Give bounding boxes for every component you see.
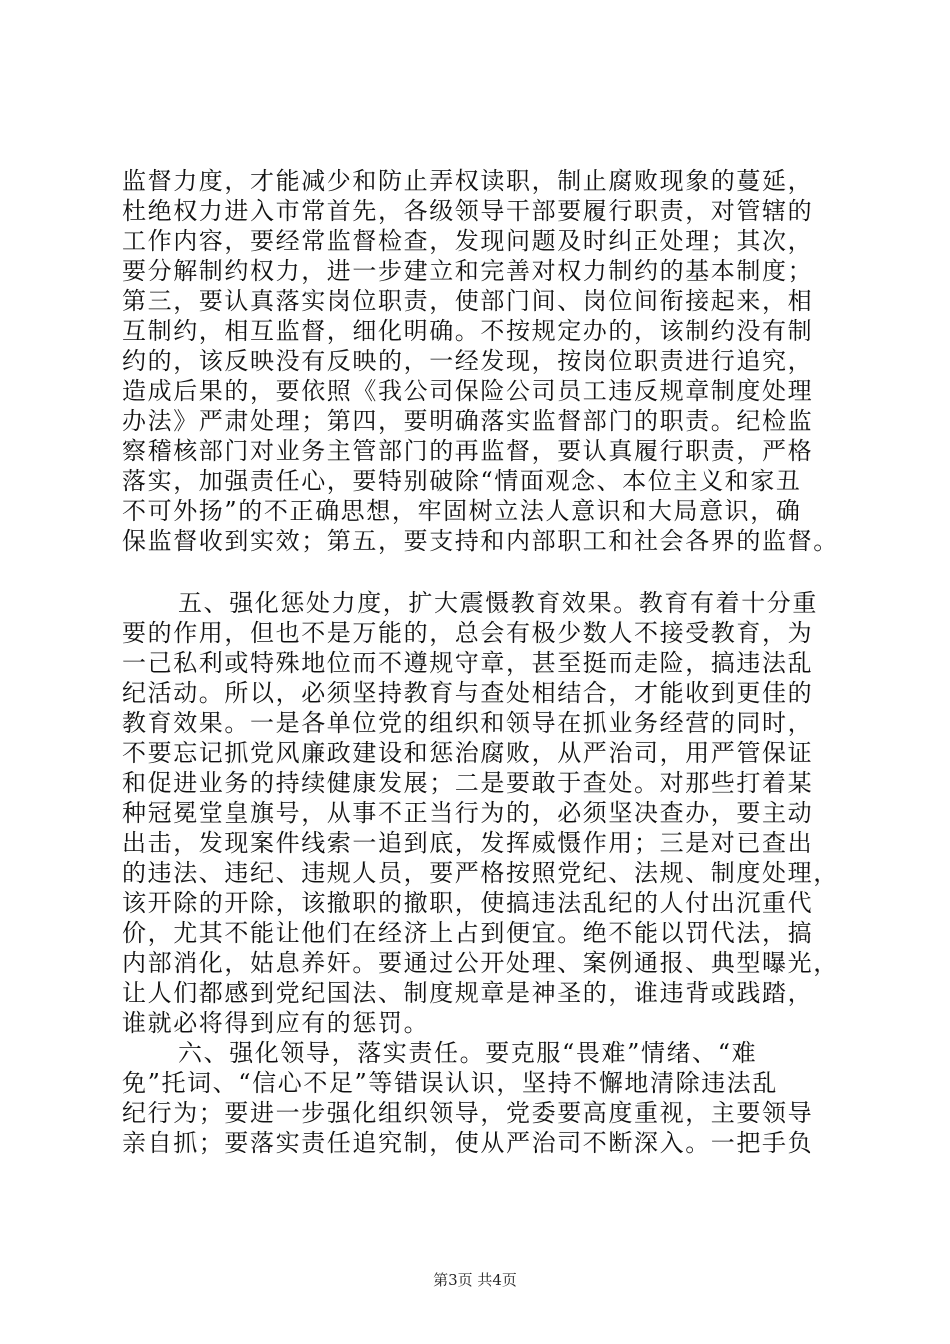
page-footer (0, 1270, 950, 1290)
text-line: 不可外扬”的不正确思想，牢固树立法人意识和大局意识，确 (122, 497, 802, 525)
text-line: 杜绝权力进入市常首先，各级领导干部要履行职责，对管辖的 (122, 197, 814, 225)
text-line: 教育效果。一是各单位党的组织和领导在抓业务经营的同时， (122, 709, 814, 737)
text-line: 谁就必将得到应有的惩罚。 (122, 1009, 430, 1037)
text-line: 要分解制约权力，进一步建立和完善对权力制约的基本制度； (122, 257, 814, 285)
text-line: 造成后果的，要依照《我公司保险公司员工违反规章制度处理 (122, 377, 814, 405)
text-line: 六、强化领导，落实责任。要克服“畏难”情绪、“难 (178, 1039, 758, 1067)
text-line: 要的作用，但也不是万能的，总会有极少数人不接受教育，为 (122, 619, 814, 647)
text-line: 纪行为；要进一步强化组织领导，党委要高度重视，主要领导 (122, 1099, 814, 1127)
text-line: 不要忘记抓党风廉政建设和惩治腐败，从严治司，用严管保证 (122, 739, 814, 767)
text-line: 落实，加强责任心，要特别破除“情面观念、本位主义和家丑 (122, 467, 802, 495)
text-line: 监督力度，才能减少和防止弄权读职，制止腐败现象的蔓延， (122, 167, 814, 195)
page-number-label: 第3页 共4页 (433, 1271, 517, 1289)
text-line: 价，尤其不能让他们在经济上占到便宜。绝不能以罚代法，搞 (122, 919, 814, 947)
paragraph-a (122, 166, 839, 556)
text-line: 纪活动。所以，必须坚持教育与查处相结合，才能收到更佳的 (122, 679, 814, 707)
text-line: 亲自抓；要落实责任追究制，使从严治司不断深入。一把手负 (122, 1129, 814, 1157)
text-line: 免”托词、“信心不足”等错误认识，坚持不懈地清除违法乱 (122, 1069, 779, 1097)
text-line: 出击，发现案件线索一追到底，发挥威慑作用；三是对已查出 (122, 829, 814, 857)
text-line: 察稽核部门对业务主管部门的再监督，要认真履行职责，严格 (122, 437, 814, 465)
text-line: 工作内容，要经常监督检查，发现问题及时纠正处理；其次， (122, 227, 814, 255)
text-line: 和促进业务的持续健康发展；二是要敢于查处。对那些打着某 (122, 769, 814, 797)
text-line: 办法》严肃处理；第四，要明确落实监督部门的职责。纪检监 (122, 407, 814, 435)
text-line: 互制约，相互监督，细化明确。不按规定办的，该制约没有制 (122, 317, 814, 345)
text-line: 的违法、违纪、违规人员，要严格按照党纪、法规、制度处理， (122, 859, 839, 887)
paragraph-c (122, 1038, 834, 1158)
text-line: 种冠冕堂皇旗号，从事不正当行为的，必须坚决查办，要主动 (122, 799, 814, 827)
text-line: 第三，要认真落实岗位职责，使部门间、岗位间衔接起来，相 (122, 287, 814, 315)
text-line: 内部消化，姑息养奸。要通过公开处理、案例通报、典型曝光， (122, 949, 839, 977)
text-line: 五、强化惩处力度，扩大震慑教育效果。教育有着十分重 (178, 589, 818, 617)
text-line: 约的，该反映没有反映的，一经发现，按岗位职责进行追究， (122, 347, 814, 375)
text-line: 该开除的开除，该撤职的撤职，使搞违法乱纪的人付出沉重代 (122, 889, 814, 917)
paragraph-b (122, 588, 839, 1038)
text-line: 让人们都感到党纪国法、制度规章是神圣的，谁违背或践踏， (122, 979, 814, 1007)
paragraph-gap (122, 556, 834, 588)
text-line: 保监督收到实效；第五，要支持和内部职工和社会各界的监督。 (122, 527, 839, 555)
document-body (122, 166, 839, 1158)
text-line: 一己私利或特殊地位而不遵规守章，甚至挺而走险，搞违法乱 (122, 649, 814, 677)
